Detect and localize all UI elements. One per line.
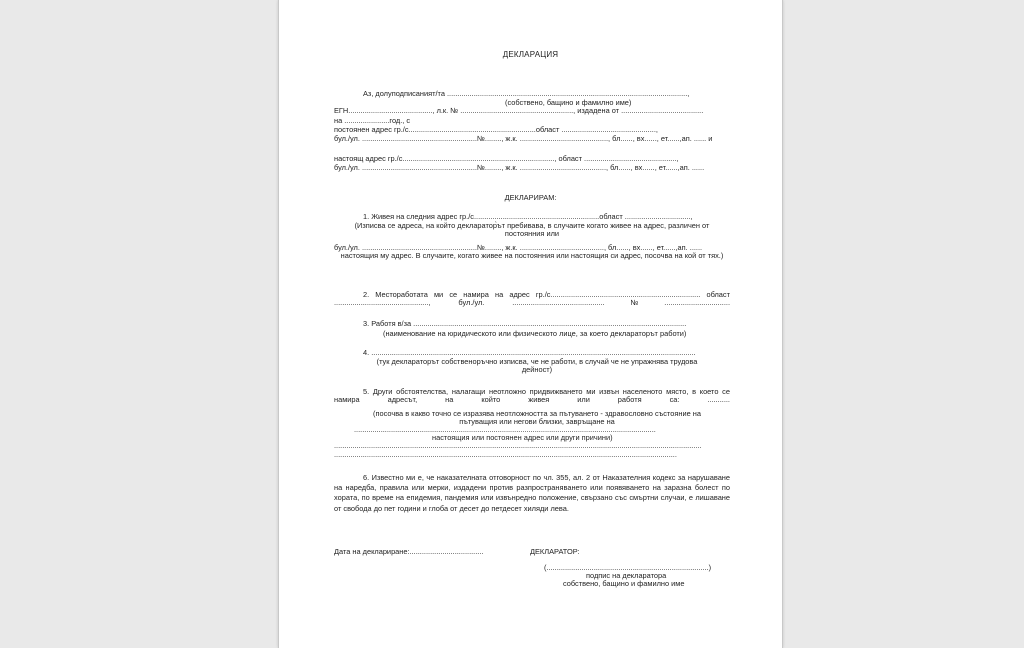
item5-dots-2: ...................................................................................................................................................................................	[334, 441, 702, 450]
signature-line: (...............................................................................)	[544, 563, 712, 572]
item5-dots-1: ...................................................................................................................................................	[354, 425, 656, 434]
item5-circumstances: 5. Други обстоятелства, налагащи неотложно придвижването ми извън населеното място, в което се намира адресът, на който живея или работя са: ...........	[334, 387, 730, 405]
item3-employer-line: 3. Работя в/за .....................................................................................................................................	[363, 319, 687, 328]
item1-note-2: настоящия му адрес. В случаите, когато живее на постоянния или настоящия си адрес, посочва на кой от тях.)	[340, 251, 724, 260]
declaration-date: Дата на деклариране:....................................	[334, 547, 484, 556]
intro-line-permanent-address: постоянен адрес гр./с..............................................................област ..............................................,	[334, 125, 658, 134]
caption-full-name: (собствено, бащино и фамилно име)	[505, 98, 632, 107]
document-page	[278, 0, 783, 648]
item1-address-line: 1. Живея на следния адрес гр./с.............................................................област ................................,	[363, 212, 693, 221]
signature-caption: подпис на декларатора	[586, 571, 667, 580]
intro-line-egn: ЕГН........................................., л.к. № ......................................................., издадена от ........................................	[334, 106, 704, 115]
item5-dots-3: .......................................................................................................................................................................	[334, 450, 677, 459]
item5-note-1: (посочва в какво точно се изразява неотложността за пътуването - здравословно състояние на пътуващия или негови близки, завръщане на	[373, 409, 701, 427]
intro-line-permanent-street: бул./ул. ........................................................№........, ж.к. ..........................................., бл......, вх......, ет......,ап. ...... и	[334, 134, 713, 143]
declare-heading: ДЕКЛАРИРАМ:	[504, 193, 557, 202]
item1-street-line: бул./ул. ........................................................№........, ж.к. ........................................., бл......, вх......, ет......,ап. ......	[334, 243, 703, 252]
item4-note: (тук деклараторът собственоръчно изписва, че не работи, в случай че не упражнява трудова дейност)	[376, 357, 698, 375]
document-title: ДЕКЛАРАЦИЯ	[502, 50, 559, 59]
item2-workplace: 2. Местоработата ми се намира на адрес гр./с......................................................................... област .............................................., бул./ул. .............................................№................................	[334, 290, 730, 308]
item5-note-2: настоящия или постоянен адрес или други причини)	[432, 433, 613, 442]
item1-note: (Изписва се адреса, на който декларатор̀ът пребивава, в случаите когато живее на адрес, различен от постоянния или	[354, 221, 710, 239]
signature-name-caption: собствено, бащино и фамилно име	[563, 579, 685, 588]
intro-line-date: на ......................год., с	[334, 116, 411, 125]
intro-line-name: Аз, долуподписаният/та .....................................................................................................................,	[363, 89, 690, 98]
item6-liability: 6. Известно ми е, че наказателната отговорност по чл. 355, ал. 2 от Наказателния кодекс за нарушаване на наредба, правила или мерки, издадени против разпространяването или появяването на заразна болест по хората, по време на епидемия, пандемия или извънредно положение, свързано със смъртни случаи, е лишаване от свобода до пет години и глоба от десет до петдесет хиляди лева.	[334, 473, 730, 513]
intro-line-current-street: бул./ул. ........................................................№........, ж.к. .........................................., бл......, вх......, ет......,ап. ......	[334, 163, 705, 172]
item3-note: (наименование на юридическото или физическото лице, за което деклараторът работи)	[383, 329, 687, 338]
intro-line-current-address: настоящ адрес гр./с.........................................................................., област .............................................,	[334, 154, 679, 163]
declarator-label: ДЕКЛАРАТОР:	[530, 547, 580, 556]
item4-line: 4. ..............................................................................................................................................................	[363, 348, 696, 357]
